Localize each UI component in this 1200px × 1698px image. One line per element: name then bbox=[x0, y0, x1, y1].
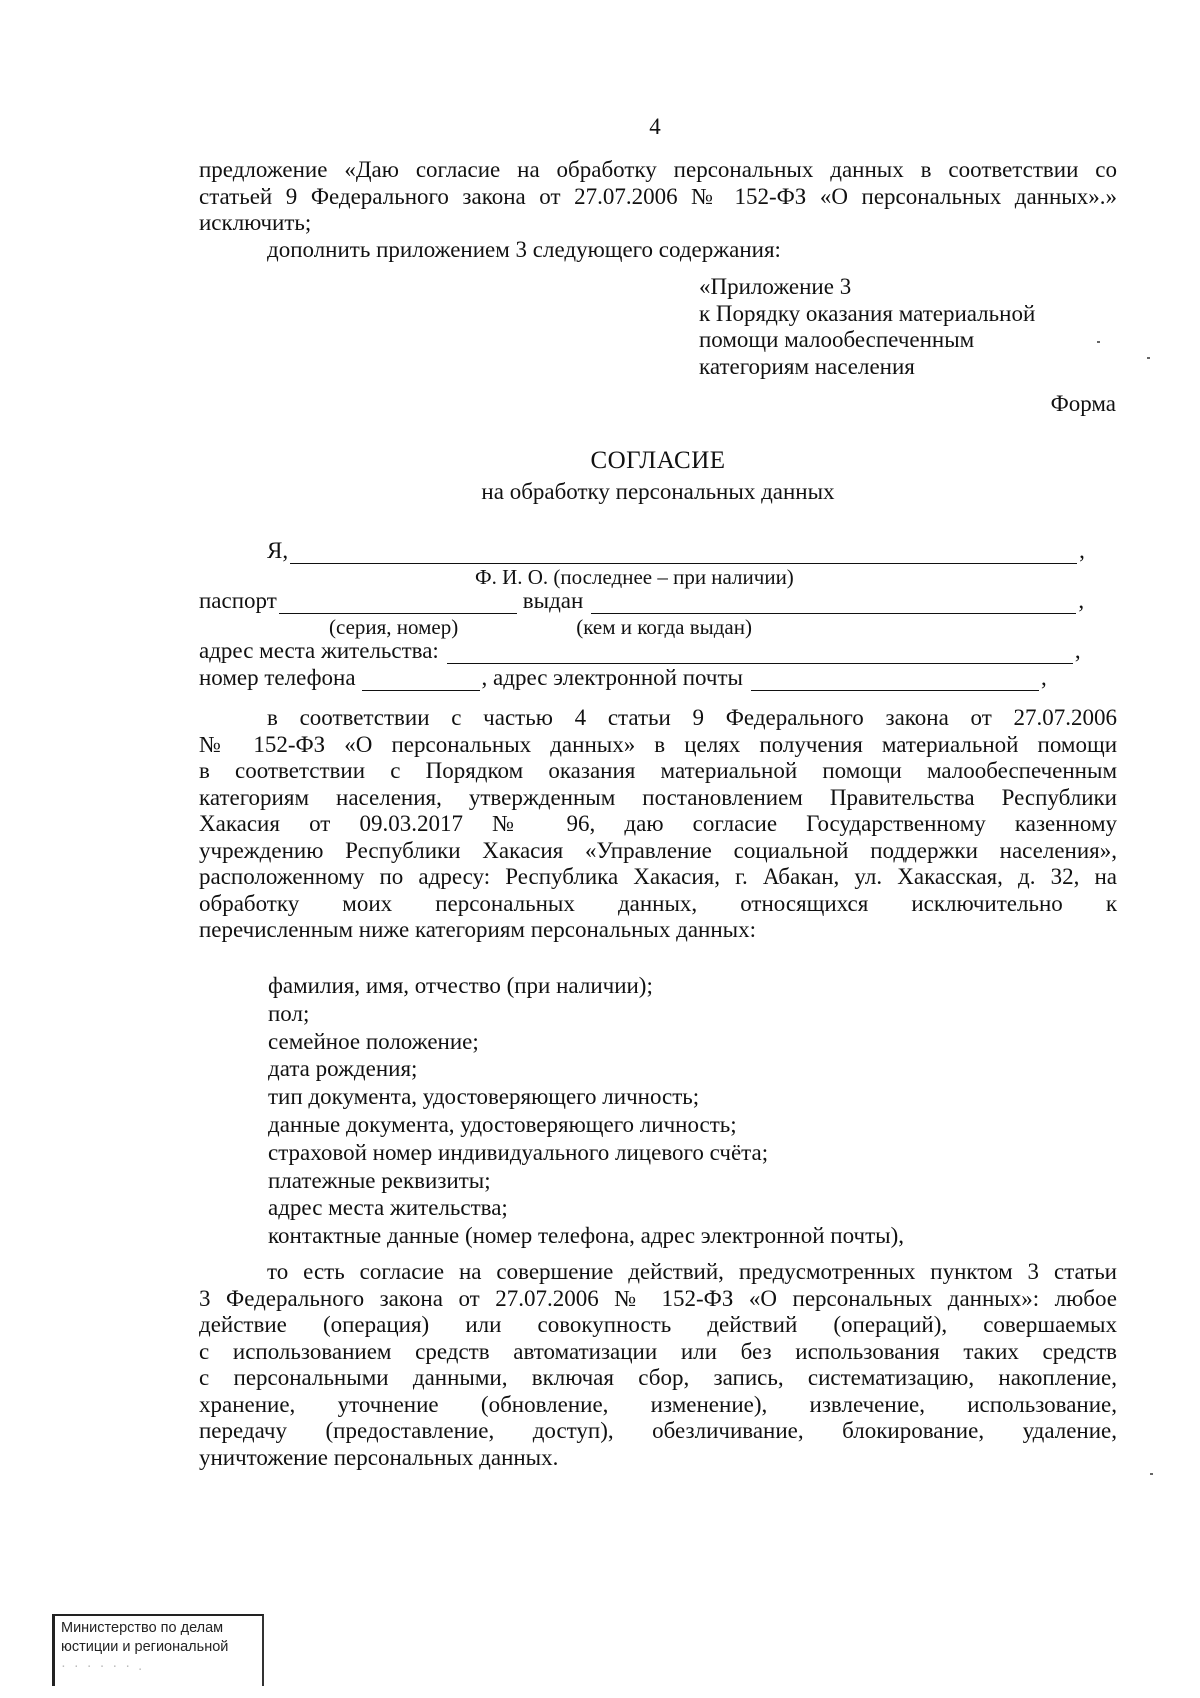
main-line: в соответствии с частью 4 статьи 9 Федерального закона от 27.07.2006 bbox=[267, 705, 1117, 730]
annex-line: «Приложение 3 bbox=[699, 274, 852, 299]
main-line: в соответствии с Порядком оказания материальной помощи малообеспеченным bbox=[199, 758, 1117, 783]
email-label: , адрес электронной почты bbox=[481, 664, 743, 690]
final-line: действие (операция) или совокупность действий (операций), совершаемых bbox=[199, 1312, 1117, 1337]
main-line: расположенному по адресу: Республика Хакасия, г. Абакан, ул. Хакасская, д. 32, на bbox=[199, 864, 1117, 889]
main-line: категориям населения, утвержденным постановлением Правительства Республики bbox=[199, 784, 1117, 810]
passport-label: паспорт bbox=[199, 587, 277, 613]
scan-speck bbox=[1147, 357, 1150, 359]
document-subtitle: на обработку персональных данных bbox=[481, 479, 835, 504]
comma: , bbox=[1078, 587, 1085, 613]
final-line: то есть согласие на совершение действий, предусмотренных пунктом 3 статьи bbox=[267, 1259, 1117, 1284]
main-line: Хакасия от 09.03.2017 № 96, даю согласие Государственному казенному bbox=[199, 811, 1117, 836]
ya-label: Я, bbox=[267, 537, 289, 563]
issued-caption: (кем и когда выдан) bbox=[576, 615, 752, 639]
list-item: адрес места жительства; bbox=[268, 1195, 508, 1221]
data-category-list bbox=[268, 973, 904, 1251]
phone-label: номер телефона bbox=[199, 664, 356, 690]
main-line: обработку моих персональных данных, относящихся исключительно к bbox=[199, 890, 1117, 916]
list-item: пол; bbox=[268, 1000, 310, 1026]
ministry-stamp bbox=[52, 1614, 264, 1686]
intro-line: исключить; bbox=[199, 210, 312, 235]
personal-fields bbox=[199, 538, 1117, 691]
comma: , bbox=[1041, 664, 1047, 690]
passport-issued-field[interactable] bbox=[591, 593, 1076, 614]
document-title: СОГЛАСИЕ bbox=[590, 447, 726, 474]
comma: , bbox=[1079, 537, 1085, 563]
scan-speck bbox=[1097, 341, 1100, 343]
list-item: фамилия, имя, отчество (при наличии); bbox=[268, 973, 653, 998]
annex-line: к Порядку оказания материальной bbox=[699, 300, 1036, 326]
address-row bbox=[199, 638, 1117, 664]
address-label: адрес места жительства: bbox=[199, 637, 439, 663]
final-line: передачу (предоставление, доступ), обезличивание, блокирование, удаление, bbox=[199, 1418, 1117, 1443]
final-line: уничтожение персональных данных. bbox=[199, 1444, 559, 1470]
final-line: с использованием средств автоматизации или без использования таких средств bbox=[199, 1338, 1117, 1364]
stamp-line: Министерство по делам bbox=[61, 1620, 224, 1636]
final-paragraph bbox=[199, 1259, 1117, 1471]
passport-series-field[interactable] bbox=[279, 593, 517, 614]
list-item: данные документа, удостоверяющего личность; bbox=[268, 1111, 737, 1137]
passport-caption-row bbox=[199, 614, 1117, 638]
main-line: № 152-ФЗ «О персональных данных» в целях получения материальной помощи bbox=[199, 731, 1117, 757]
email-field[interactable] bbox=[751, 670, 1039, 691]
main-paragraph bbox=[199, 705, 1117, 944]
phone-field[interactable] bbox=[362, 670, 480, 691]
fio-field[interactable] bbox=[290, 543, 1077, 564]
fio-row bbox=[199, 538, 1117, 564]
passport-row bbox=[199, 588, 1117, 614]
form-label: Форма bbox=[1050, 391, 1116, 416]
stamp-line: юстиции и региональной bbox=[61, 1639, 229, 1655]
comma: , bbox=[1074, 637, 1081, 663]
intro-paragraph bbox=[199, 157, 1117, 263]
intro-line: статьей 9 Федерального закона от 27.07.2006 № 152-ФЗ «О персональных данных».» bbox=[199, 183, 1117, 209]
page-number: 4 bbox=[649, 114, 661, 139]
scan-speck bbox=[1150, 1473, 1153, 1475]
list-item: дата рождения; bbox=[268, 1056, 418, 1082]
list-item: платежные реквизиты; bbox=[268, 1167, 491, 1193]
fio-caption-row bbox=[199, 564, 1117, 588]
series-caption: (серия, номер) bbox=[329, 615, 459, 639]
final-line: с персональными данными, включая сбор, запись, систематизацию, накопление, bbox=[199, 1365, 1117, 1390]
main-line: учреждению Республики Хакасия «Управление социальной поддержки населения», bbox=[199, 837, 1117, 863]
final-line: 3 Федерального закона от 27.07.2006 № 152-ФЗ «О персональных данных»: любое bbox=[199, 1285, 1117, 1311]
list-item: тип документа, удостоверяющего личность; bbox=[268, 1084, 700, 1110]
stamp-line: · · · · · · . bbox=[61, 1658, 145, 1674]
annex-header bbox=[699, 274, 1119, 380]
final-line: хранение, уточнение (обновление, изменение), извлечение, использование, bbox=[199, 1391, 1117, 1417]
list-item: контактные данные (номер телефона, адрес электронной почты), bbox=[268, 1223, 904, 1249]
annex-line: помощи малообеспеченным bbox=[699, 327, 975, 352]
issued-label: выдан bbox=[522, 587, 584, 613]
fio-caption: Ф. И. О. (последнее – при наличии) bbox=[475, 565, 794, 589]
supplement-line: дополнить приложением 3 следующего содержания: bbox=[267, 236, 781, 262]
address-field[interactable] bbox=[447, 643, 1073, 664]
intro-line: предложение «Даю согласие на обработку персональных данных в соответствии со bbox=[199, 157, 1117, 182]
list-item: страховой номер индивидуального лицевого счёта; bbox=[268, 1139, 769, 1165]
list-item: семейное положение; bbox=[268, 1028, 479, 1054]
main-line: перечисленным ниже категориям персональных данных: bbox=[199, 917, 757, 942]
contact-row bbox=[199, 664, 1117, 691]
annex-line: категориям населения bbox=[699, 353, 915, 379]
